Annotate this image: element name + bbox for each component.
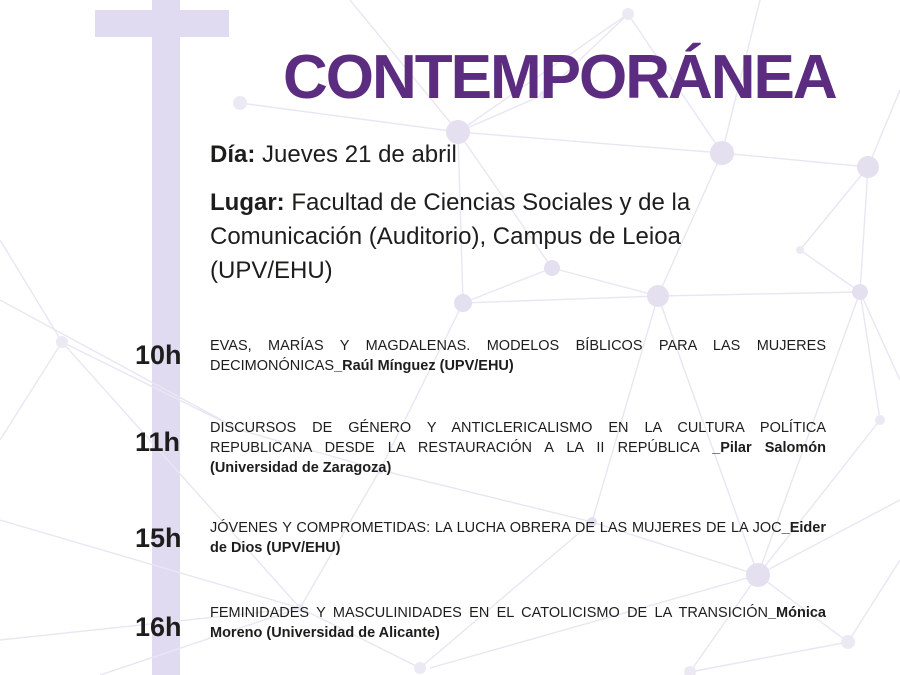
talk-speaker: _Eider de Dios (UPV/EHU) [210, 520, 826, 556]
event-day [210, 138, 740, 172]
talk-title: EVAS, MARÍAS Y MAGDALENAS. MODELOS BÍBLICOS PARA LAS MUJERES DECIMONÓNICAS [210, 338, 826, 374]
time-label: 15h [135, 523, 182, 553]
time-label: 16h [135, 612, 182, 642]
talk-speaker: _Raúl Mínguez (UPV/EHU) [334, 358, 514, 374]
place-label: Lugar: [210, 189, 285, 216]
talk-title: DISCURSOS DE GÉNERO Y ANTICLERICALISMO EN LA CULTURA POLÍTICA REPUBLICANA DESDE LA RESTAURACIÓN A LA II REPÚBLICA [210, 420, 826, 456]
day-label: Día: [210, 141, 256, 168]
talk-description [210, 336, 826, 376]
talk-description [210, 603, 826, 643]
event-info [210, 138, 740, 288]
day-value: Jueves 21 de abril [255, 141, 457, 168]
talk-description [210, 518, 826, 558]
time-label: 11h [135, 427, 181, 457]
talk-description [210, 418, 826, 478]
page-title: CONTEMPORÁNEA [283, 42, 836, 112]
place-value: Facultad de Ciencias Sociales y de la Comunicación (Auditorio), Campus de Leioa (UPV/EHU) [210, 189, 691, 284]
talk-title: JÓVENES Y COMPROMETIDAS: LA LUCHA OBRERA DE LAS MUJERES DE LA JOC [210, 520, 782, 536]
talk-title: FEMINIDADES Y MASCULINIDADES EN EL CATOLICISMO DE LA TRANSICIÓN [210, 605, 768, 621]
talk-speaker: _Mónica Moreno (Universidad de Alicante) [210, 605, 826, 641]
event-place [210, 186, 740, 288]
time-label: 10h [135, 340, 182, 370]
talk-speaker: _Pilar Salomón (Universidad de Zaragoza) [210, 440, 826, 476]
